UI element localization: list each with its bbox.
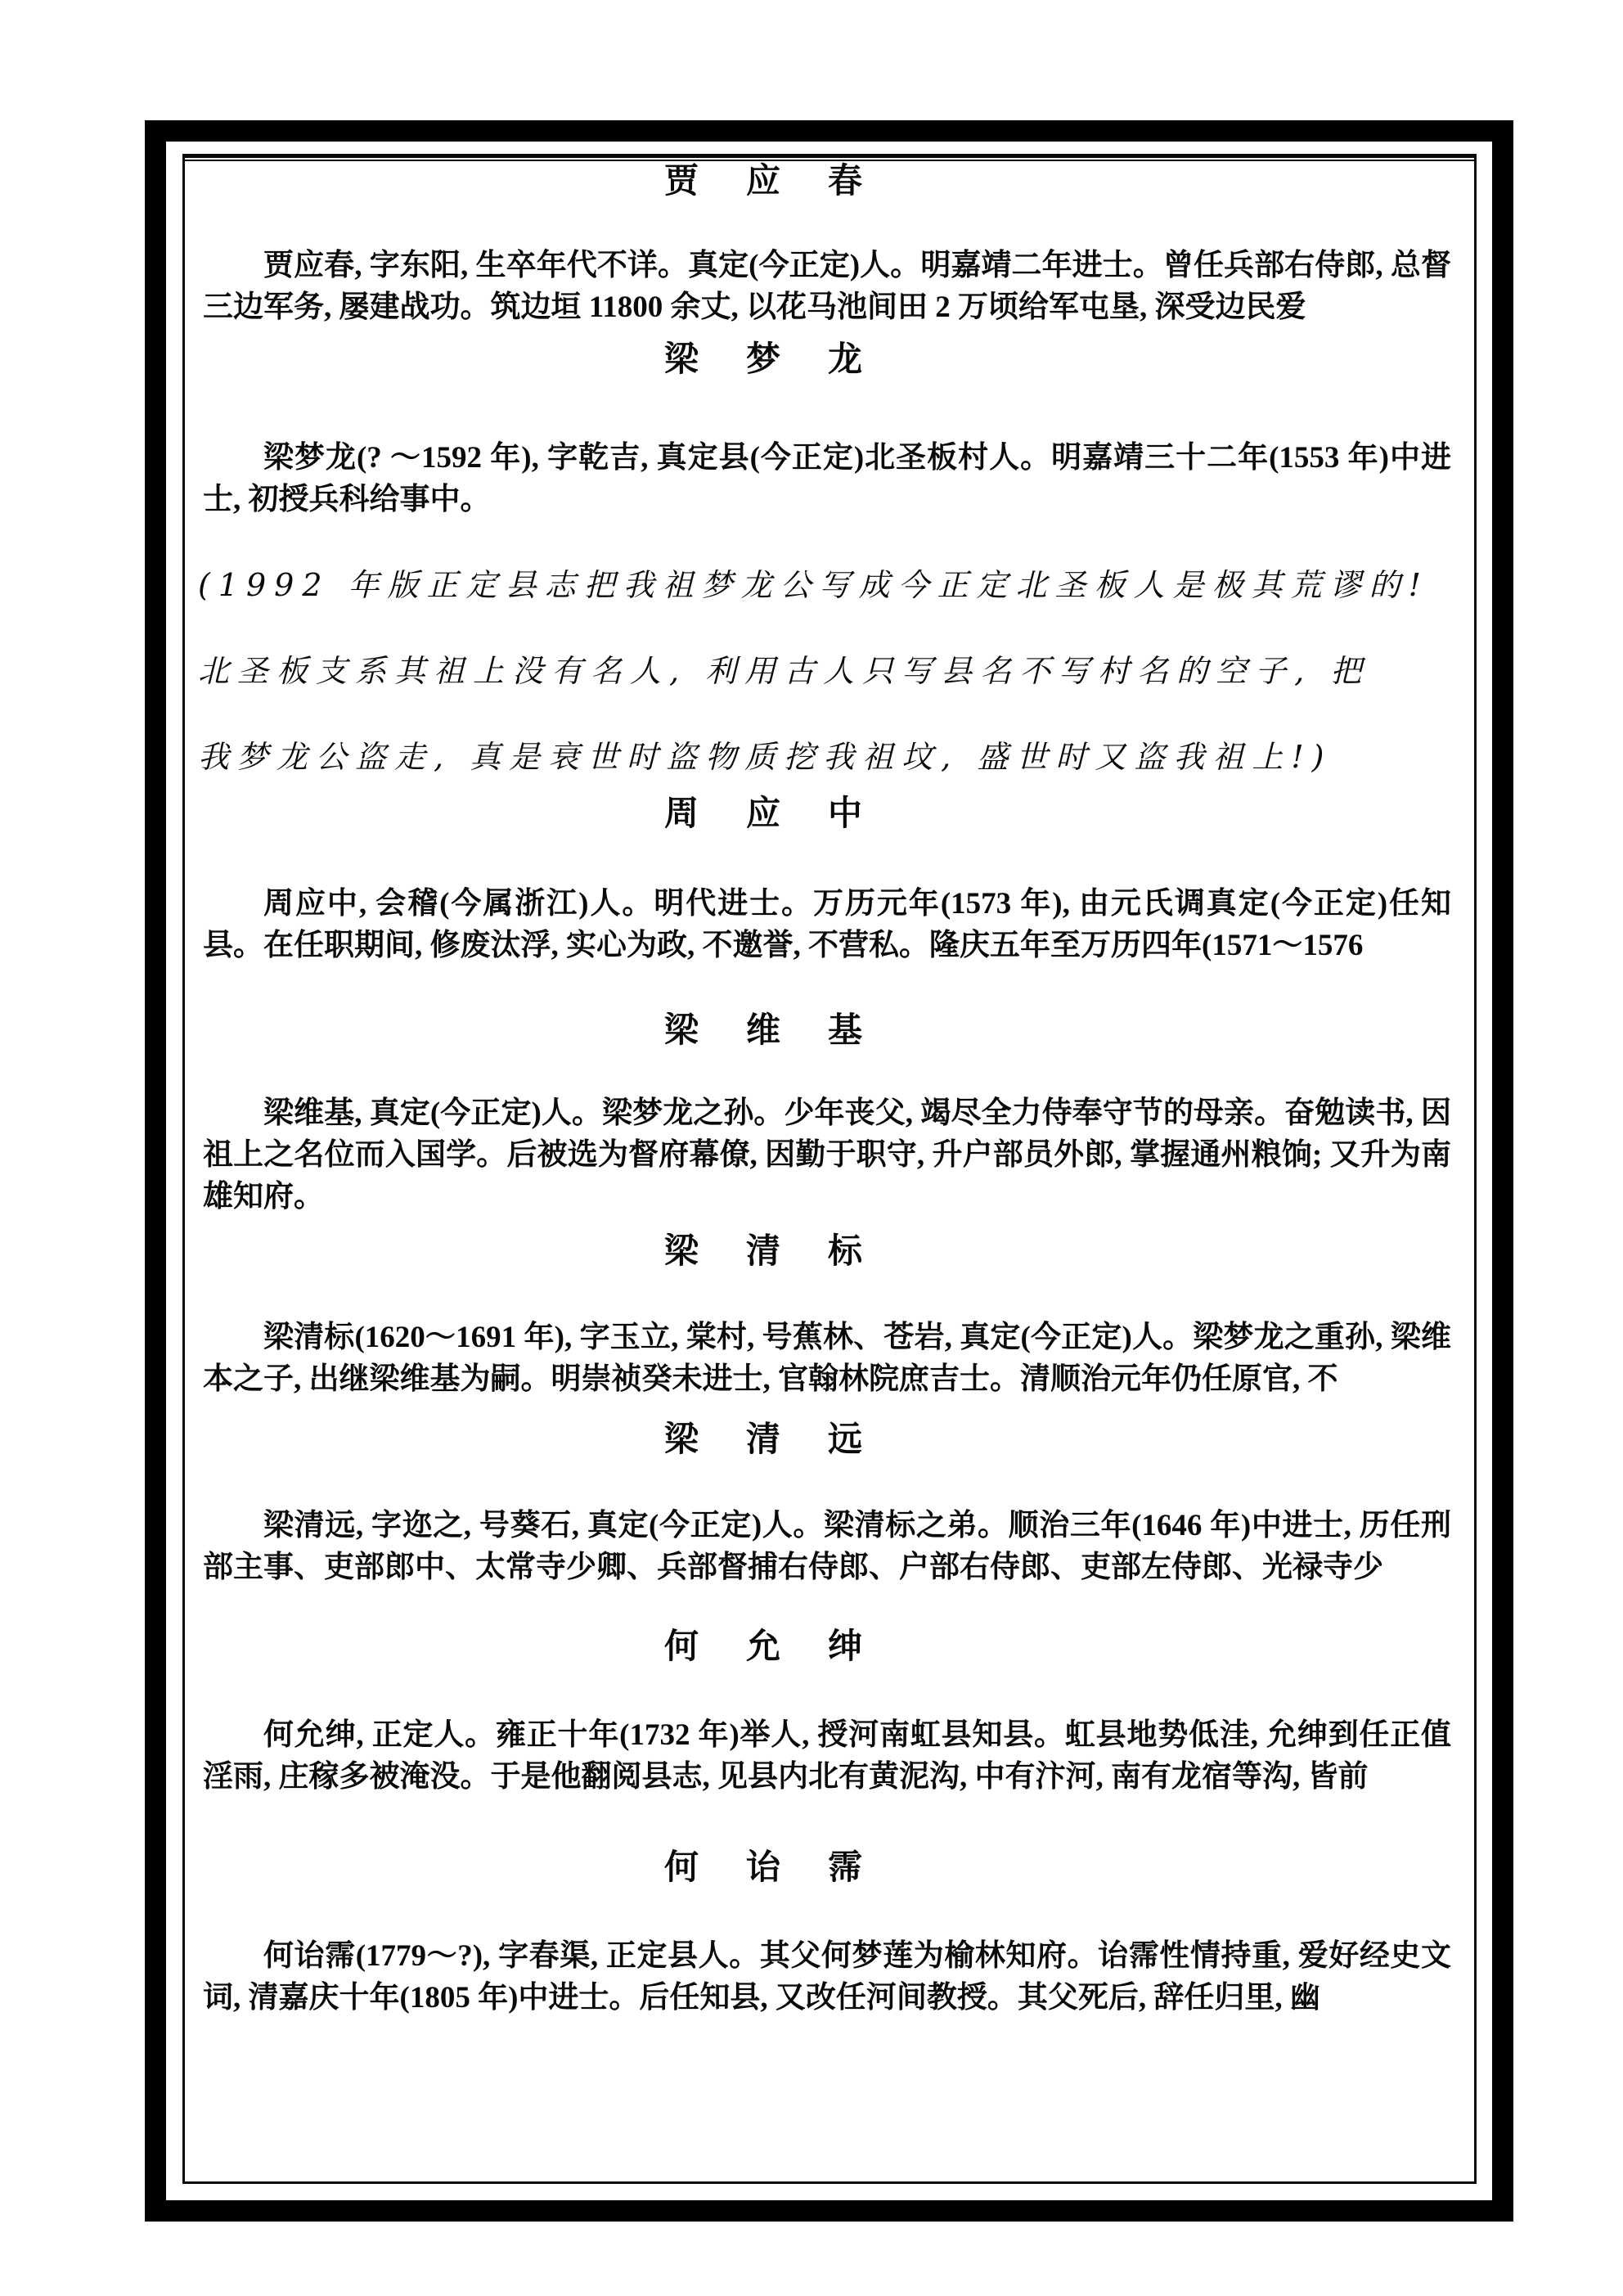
person-name: 贾应春 <box>663 163 910 200</box>
section-body-text: 何允绅, 正定人。雍正十年(1732 年)举人, 授河南虹县知县。虹县地势低洼, 允绅到任正值淫雨, 庄稼多被淹没。于是他翻阅县志, 见县内北有黄泥沟, 中有汴河, 南有龙宿等沟, 皆前 <box>203 1718 1451 1794</box>
section-liang-qingbiao <box>203 1232 1451 1400</box>
document-content <box>185 158 1474 2181</box>
section-he-yunshen <box>203 1627 1451 1798</box>
section-body-text: 周应中, 会稽(今属浙江)人。明代进士。万历元年(1573 年), 由元氏调真定(今正定)任知县。在任职期间, 修废汰浮, 实心为政, 不邀誉, 不营私。隆庆五年至万历四年(1571～1576 <box>203 887 1451 962</box>
section-title <box>185 1420 1387 1460</box>
section-title <box>185 162 1387 201</box>
person-name: 何诒霈 <box>663 1849 910 1887</box>
section-body-text: 梁梦龙(? ～1592 年), 字乾吉, 真定县(今正定)北圣板村人。明嘉靖三十二年(1553 年)中进士, 初授兵科给事中。 <box>203 441 1451 516</box>
section-title <box>185 1232 1387 1272</box>
section-liang-qingyuan <box>203 1420 1451 1588</box>
content-frame <box>182 154 1477 2184</box>
person-name: 周应中 <box>663 795 910 833</box>
person-name: 何允绅 <box>663 1628 910 1666</box>
page-border-frame <box>145 120 1513 2222</box>
section-liang-weiji <box>203 1011 1451 1218</box>
section-title <box>185 1627 1387 1667</box>
section-body-text: 梁维基, 真定(今正定)人。梁梦龙之孙。少年丧父, 竭尽全力侍奉守节的母亲。奋勉读书, 因祖上之名位而入国学。后被选为督府幕僚, 因勤于职守, 升户部员外郎, 掌握通州粮饷; 又升为南雄知府。 <box>203 1096 1451 1213</box>
section-title <box>185 1848 1387 1888</box>
person-name: 梁维基 <box>663 1012 910 1050</box>
section-title <box>185 795 1387 834</box>
section-he-yipei <box>203 1848 1451 2019</box>
section-jia-yingchun <box>203 162 1451 328</box>
handwritten-annotation <box>198 542 1451 800</box>
section-liang-menglong <box>203 340 1451 520</box>
handwritten-note-line: 北圣板支系其祖上没有名人, 利用古人只写县名不写村名的空子, 把 <box>198 653 1370 689</box>
section-body-text: 贾应春, 字东阳, 生卒年代不详。真定(今正定)人。明嘉靖二年进士。曾任兵部右侍郎, 总督三边军务, 屡建战功。筑边垣 11800 余丈, 以花马池间田 2 万顷给军屯垦, 深受边民爱 <box>203 249 1451 324</box>
person-name: 梁梦龙 <box>663 341 910 379</box>
handwritten-note-line: (1992 年版正定县志把我祖梦龙公写成今正定北圣板人是极其荒谬的! <box>198 567 1429 603</box>
section-title <box>185 340 1387 380</box>
section-body-text: 何诒霈(1779～?), 字春渠, 正定县人。其父何梦莲为榆林知府。诒霈性情持重, 爱好经史文词, 清嘉庆十年(1805 年)中进士。后任知县, 又改任河间教授。其父死后, 辞任归里, 幽 <box>203 1939 1451 2015</box>
section-title <box>185 1011 1387 1051</box>
person-name: 梁清远 <box>663 1421 910 1459</box>
section-body-text: 梁清标(1620～1691 年), 字玉立, 棠村, 号蕉林、苍岩, 真定(今正定)人。梁梦龙之重孙, 梁维本之子, 出继梁维基为嗣。明崇祯癸未进士, 官翰林院庶吉士。清顺治元年仍任原官, 不 <box>203 1321 1451 1396</box>
section-body-text: 梁清远, 字迩之, 号葵石, 真定(今正定)人。梁清标之弟。顺治三年(1646 年)中进士, 历任刑部主事、吏部郎中、太常寺少卿、兵部督捕右侍郎、户部右侍郎、吏部左侍郎、光禄寺少 <box>203 1509 1451 1584</box>
section-zhou-yingzhong <box>203 795 1451 966</box>
person-name: 梁清标 <box>663 1233 910 1271</box>
handwritten-note-line: 我梦龙公盗走, 真是衰世时盗物质挖我祖坟, 盛世时又盗我祖上!) <box>198 739 1333 775</box>
